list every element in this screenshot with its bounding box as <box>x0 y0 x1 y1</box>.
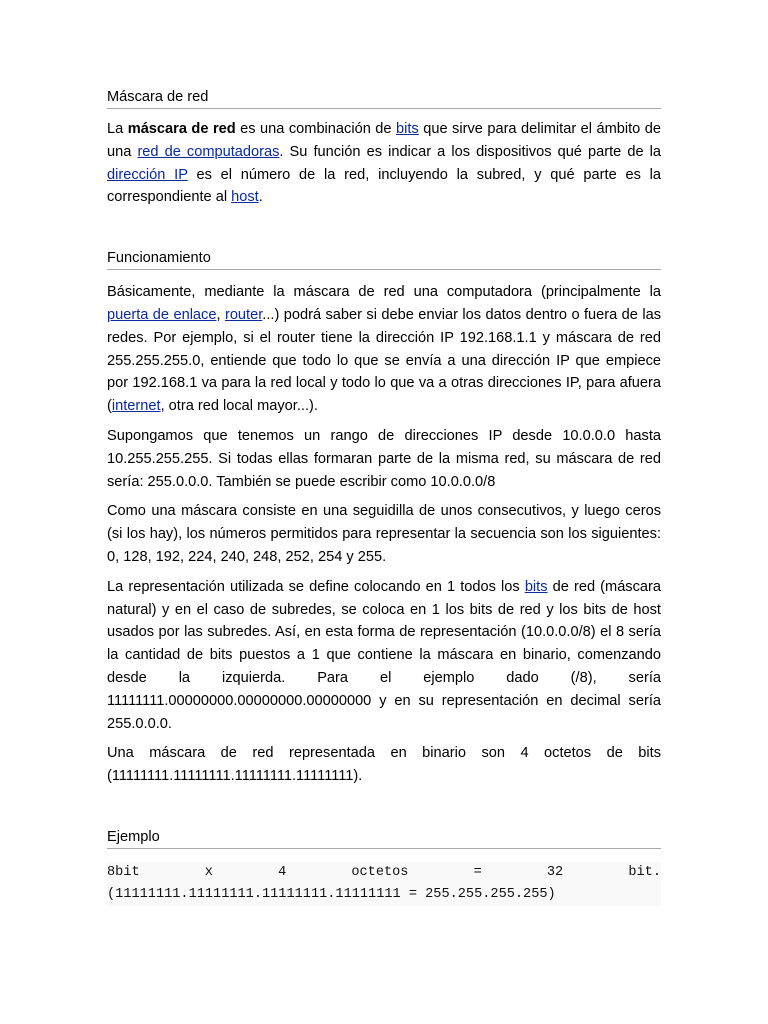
link-router[interactable]: router <box>224 306 263 323</box>
link-bits-2[interactable]: bits <box>524 578 548 595</box>
link-puerta-de-enlace[interactable]: puerta de enlace <box>107 306 217 323</box>
paragraph-funcionamiento-4 <box>107 576 661 736</box>
text-run: La <box>107 121 128 137</box>
document-page <box>107 86 661 906</box>
link-internet[interactable]: internet <box>111 398 161 415</box>
bold-term: máscara de red <box>127 121 236 137</box>
text-run: , otra red local mayor...). <box>160 398 318 415</box>
paragraph-mascara-definition <box>107 118 661 209</box>
code-line-2: (11111111.11111111.11111111.11111111 = 255.255.255.255) <box>107 886 556 902</box>
paragraph-funcionamiento-2: Supongamos que tenemos un rango de direcciones IP desde 10.0.0.0 hasta 10.255.255.255. Si todas ellas formaran parte de la misma red, su máscara de red sería: 255.0.0.0. También se puede escribir como 10.0.0.0/8 <box>107 427 661 490</box>
code-token: octetos <box>351 864 409 880</box>
text-run: de red (máscara natural) y en el caso de subredes, se coloca en 1 los bits de red y los bits de host usados por las subredes. Así, en esta forma de representación (10.0.0.0/8) el 8 sería la cantidad de bits puestos a 1 que contiene la máscara en binario, comenzando desde la izquierda. Para el ejemplo dado (/8), sería 11111111.00000000.00000000.00000000 y en su representación en decimal sería 255.0.0.0. <box>107 578 661 732</box>
text-run: , <box>216 306 225 323</box>
code-block-ejemplo <box>107 862 661 906</box>
code-token: 4 <box>278 864 287 880</box>
paragraph-funcionamiento-5: Una máscara de red representada en binario son 4 octetos de bits (11111111.11111111.11111111.11111111). <box>107 745 661 785</box>
section-title-mascara: Máscara de red <box>107 86 661 109</box>
link-bits[interactable]: bits <box>396 121 419 137</box>
code-line-1 <box>107 862 661 884</box>
code-token: bit. <box>628 864 661 880</box>
link-red-de-computadoras[interactable]: red de computadoras <box>137 143 280 160</box>
text-run: que sirve para delimitar el ámbito de una <box>107 121 662 160</box>
text-run: La representación utilizada se define colocando en 1 todos los <box>107 578 525 595</box>
text-run: es una combinación de <box>235 121 397 137</box>
paragraph-funcionamiento-3: Como una máscara consiste en una seguidilla de unos consecutivos, y luego ceros (si los hay), los números permitidos para representar la secuencia son los siguientes: 0, 128, 192, 224, 240, 248, 252, 254 y 255. <box>107 503 661 565</box>
text-run: . <box>258 189 263 206</box>
code-token: x <box>204 864 213 880</box>
paragraph-funcionamiento-1 <box>107 281 661 418</box>
link-direccion-ip[interactable]: dirección IP <box>107 166 188 183</box>
code-token: 32 <box>546 864 564 880</box>
text-run: . Su función es indicar a los dispositivos qué parte de la <box>279 143 662 160</box>
text-run: es el número de la red, incluyendo la subred, y qué parte es la correspondiente al <box>107 166 662 206</box>
text-run: Básicamente, mediante la máscara de red una computadora (principalmente la <box>107 284 661 301</box>
link-host[interactable]: host <box>231 189 259 206</box>
section-title-funcionamiento: Funcionamiento <box>107 247 661 270</box>
code-token: 8bit <box>107 864 140 880</box>
text-run: ...) podrá saber si debe enviar los datos dentro o fuera de las redes. Por ejemplo, si el router tiene la dirección IP 192.168.1.1 y máscara de red 255.255.255.0, entiende que todo lo que se envía a una dirección IP que empiece por 192.168.1 va para la red local y todo lo que va a otras direcciones IP, para afuera ( <box>107 306 661 415</box>
code-token: = <box>473 864 482 880</box>
section-title-ejemplo: Ejemplo <box>107 826 661 849</box>
